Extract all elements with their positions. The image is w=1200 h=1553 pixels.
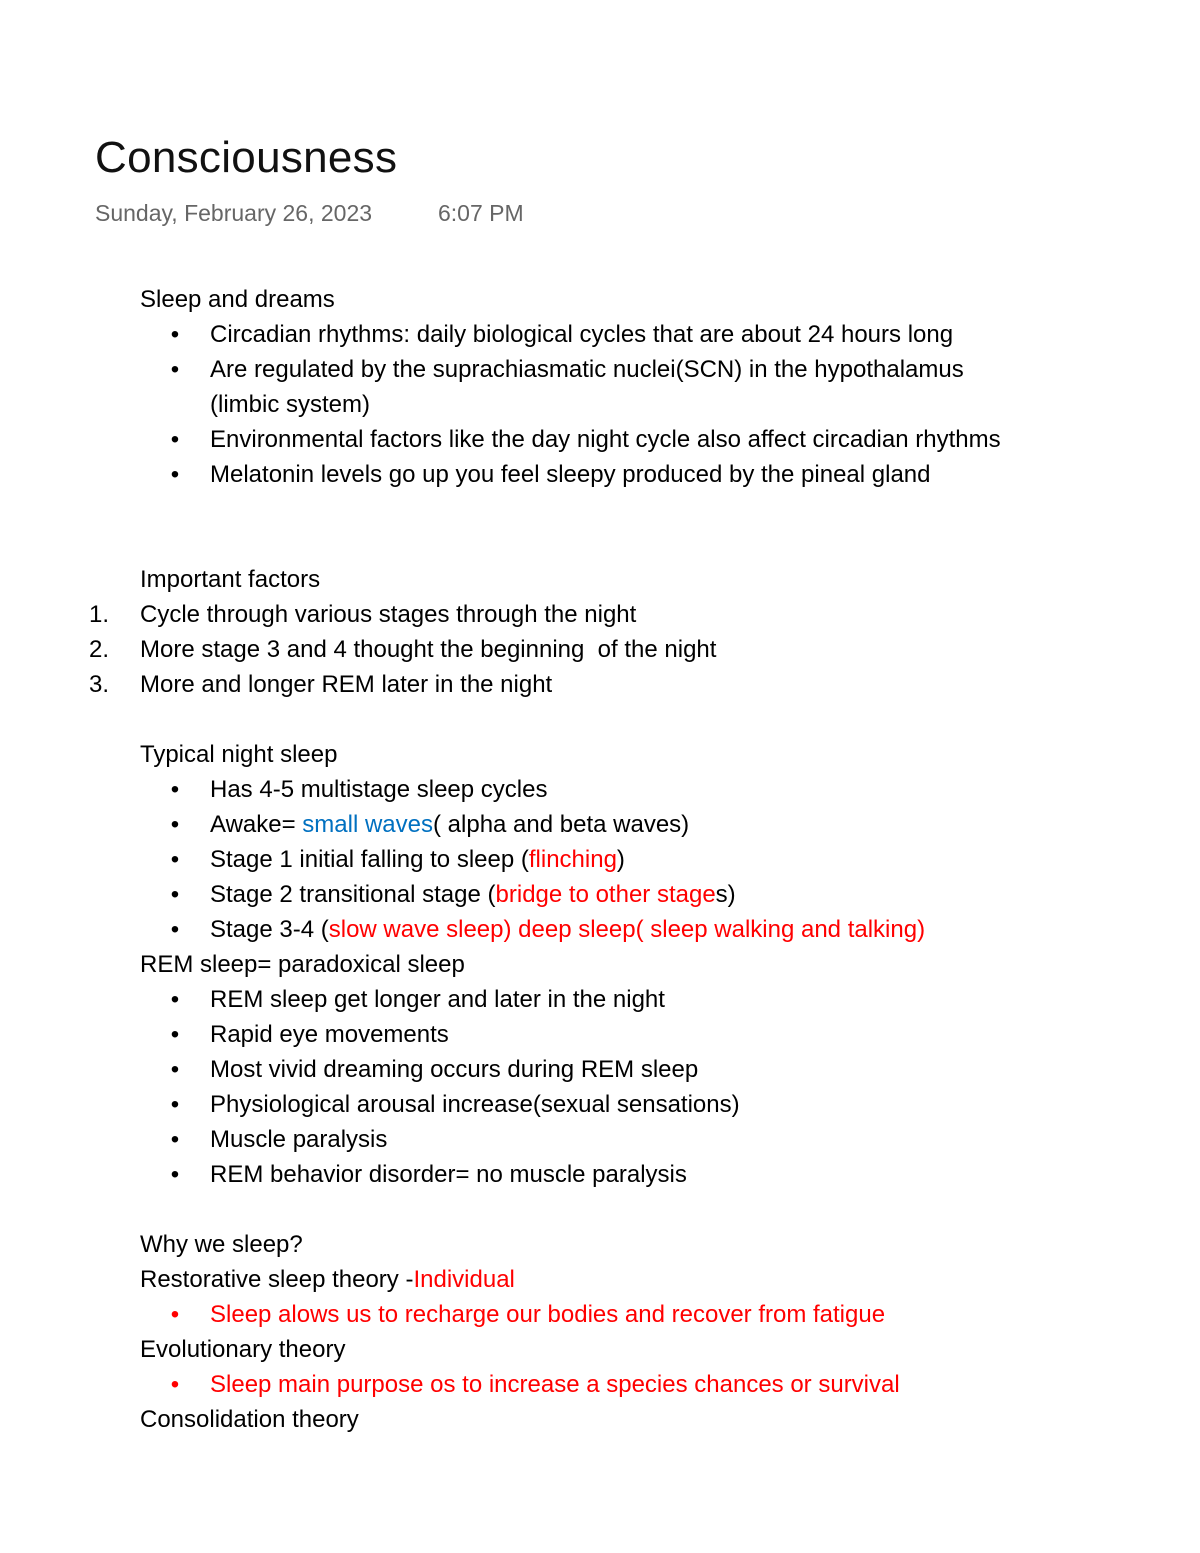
list-item-text: Sleep alows us to recharge our bodies and recover from fatigue [210, 1301, 886, 1328]
theory-heading-evolutionary: Evolutionary theory [140, 1336, 346, 1363]
list-item-text: Environmental factors like the day night cycle also affect circadian rhythms [210, 426, 1001, 453]
numbered-item [0, 597, 1200, 632]
page-time: 6:07 PM [438, 200, 524, 226]
list-item-text: Most vivid dreaming occurs during REM sleep [210, 1056, 699, 1083]
section-heading-why-we-sleep: Why we sleep? [140, 1231, 303, 1258]
bullet-icon: • [170, 1056, 180, 1083]
list-item-text: Rapid eye movements [210, 1021, 449, 1048]
bullet-icon: • [170, 846, 180, 873]
list-item [0, 1017, 1200, 1052]
list-item-text: (limbic system) [210, 391, 370, 418]
bullet-icon: • [170, 1161, 180, 1188]
bullet-icon: • [170, 1371, 180, 1398]
list-item-text: Physiological arousal increase(sexual sensations) [210, 1091, 740, 1118]
text-run: Awake= [210, 811, 303, 838]
highlight-text: flinching [528, 846, 617, 873]
numbered-item-text: More and longer REM later in the night [140, 671, 553, 698]
bullet-icon: • [170, 1126, 180, 1153]
bullet-icon: • [170, 321, 180, 348]
list-item-text: REM sleep get longer and later in the night [210, 986, 665, 1013]
list-item [0, 1157, 1200, 1192]
bullet-icon: • [170, 426, 180, 453]
text-run: Stage 3-4 ( [210, 916, 329, 943]
section-heading-sleep-dreams: Sleep and dreams [140, 286, 335, 313]
bullet-icon: • [170, 776, 180, 803]
list-item [0, 982, 1200, 1017]
highlight-text: small waves [302, 811, 433, 838]
list-item-text: Sleep main purpose os to increase a species chances or survival [210, 1371, 900, 1398]
text-run: Stage 2 transitional stage ( [210, 881, 496, 908]
text-run: ( alpha and beta waves) [433, 811, 690, 838]
bullet-icon: • [170, 1301, 180, 1328]
list-item [0, 422, 1200, 457]
item-number: 2. [89, 636, 110, 663]
text-run: ) [616, 846, 625, 873]
bullet-icon: • [170, 916, 180, 943]
list-item-text: REM behavior disorder= no muscle paralysis [210, 1161, 687, 1188]
list-item-text: Are regulated by the suprachiasmatic nuclei(SCN) in the hypothalamus [210, 356, 964, 383]
list-item [0, 457, 1200, 492]
list-item [0, 772, 1200, 807]
bullet-icon: • [170, 1091, 180, 1118]
highlight-text: Individual [413, 1266, 515, 1293]
theory-heading-restorative [0, 1262, 1200, 1297]
section-heading-typical-night-sleep: Typical night sleep [140, 741, 338, 768]
bullet-icon: • [170, 881, 180, 908]
page-date: Sunday, February 26, 2023 [95, 200, 373, 226]
item-number: 3. [89, 671, 110, 698]
bullet-icon: • [170, 986, 180, 1013]
section-heading-important-factors: Important factors [140, 566, 321, 593]
list-item-continuation [0, 387, 1200, 422]
theory-heading-consolidation: Consolidation theory [140, 1406, 359, 1433]
list-item [0, 317, 1200, 352]
list-item [0, 842, 1200, 877]
bullet-icon: • [170, 356, 180, 383]
list-item-text [210, 807, 689, 842]
list-item-text: Has 4-5 multistage sleep cycles [210, 776, 548, 803]
numbered-item-text: Cycle through various stages through the night [140, 601, 637, 628]
list-item [0, 912, 1200, 947]
list-item [0, 352, 1200, 387]
list-item [0, 1122, 1200, 1157]
highlight-text: bridge to other stage [495, 881, 716, 908]
list-item [0, 1367, 1200, 1402]
numbered-item [0, 632, 1200, 667]
list-item-text [210, 842, 625, 877]
list-item [0, 1297, 1200, 1332]
bullet-icon: • [170, 461, 180, 488]
list-item-text: Melatonin levels go up you feel sleepy produced by the pineal gland [210, 461, 931, 488]
text-run: s) [715, 881, 736, 908]
list-item-text [210, 877, 736, 912]
text-run: Stage 1 initial falling to sleep ( [210, 846, 529, 873]
bullet-icon: • [170, 1021, 180, 1048]
list-item [0, 807, 1200, 842]
list-item-text: Circadian rhythms: daily biological cycles that are about 24 hours long [210, 321, 954, 348]
list-item-text: Muscle paralysis [210, 1126, 388, 1153]
list-item [0, 877, 1200, 912]
bullet-icon: • [170, 811, 180, 838]
list-item [0, 1052, 1200, 1087]
page-title: Consciousness [95, 133, 398, 182]
section-heading-rem-sleep: REM sleep= paradoxical sleep [140, 951, 465, 978]
text-run: Restorative sleep theory - [140, 1266, 414, 1293]
numbered-item-text: More stage 3 and 4 thought the beginning of the night [140, 636, 717, 663]
note-content [0, 282, 1200, 1437]
numbered-item [0, 667, 1200, 702]
list-item-text [210, 912, 925, 947]
item-number: 1. [89, 601, 110, 628]
list-item [0, 1087, 1200, 1122]
highlight-text: slow wave sleep) deep sleep( sleep walking and talking) [328, 916, 926, 943]
